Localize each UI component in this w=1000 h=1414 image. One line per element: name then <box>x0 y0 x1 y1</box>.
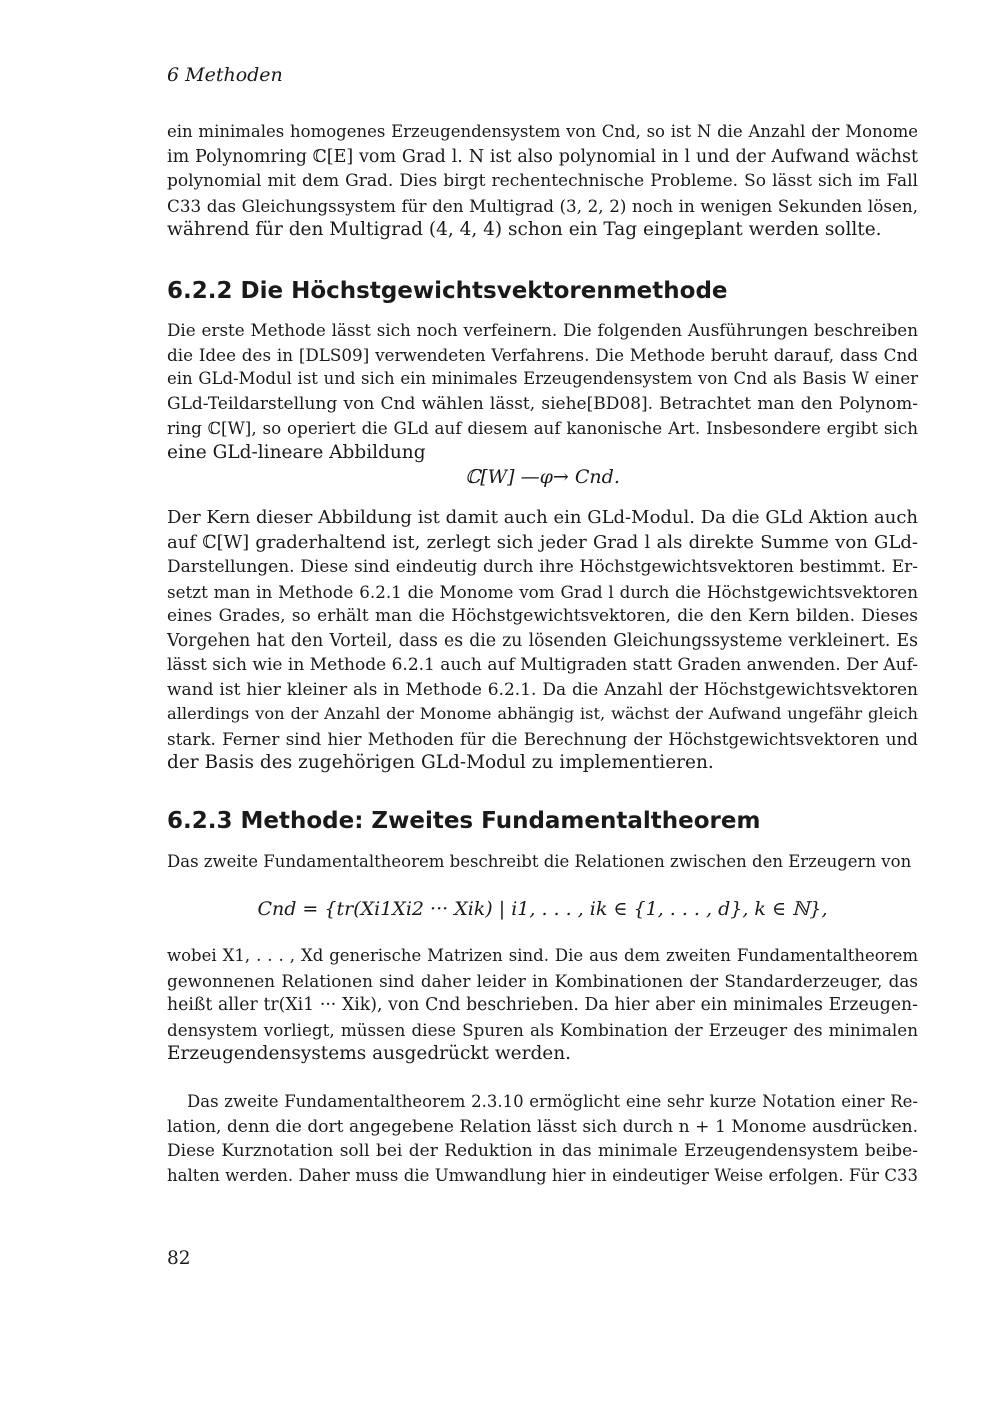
section-number: 6.2.2 <box>167 278 233 304</box>
text-line: lässt sich wie in Methode 6.2.1 auch auf Multigraden statt Graden anwenden. Der Auf- <box>167 655 918 675</box>
text-line: heißt aller tr(Xi1 ··· Xik), von Cnd beschrieben. Da hier aber ein minimales Erzeugen- <box>167 995 918 1015</box>
text-line: densystem vorliegt, müssen diese Spuren als Kombination der Erzeuger des minimalen <box>167 1019 918 1040</box>
text-line: wand ist hier kleiner als in Methode 6.2.1. Da die Anzahl der Höchstgewichtsvektoren <box>167 679 918 700</box>
text-line: halten werden. Daher muss die Umwandlung hier in eindeutiger Weise erfolgen. Für C33 <box>167 1165 918 1185</box>
text-line: ein minimales homogenes Erzeugendensystem von Cnd, so ist N die Anzahl der Monome <box>167 122 918 141</box>
text-line: Das zweite Fundamentaltheorem beschreibt die Relationen zwischen den Erzeugern von <box>167 852 912 871</box>
text-line: allerdings von der Anzahl der Monome abhängig ist, wächst der Aufwand ungefähr gleich <box>167 704 918 723</box>
section-6-2-3-paragraph-2 <box>167 944 918 1067</box>
text-line: Darstellungen. Diese sind eindeutig durch ihre Höchstgewichtsvektoren bestimmt. Er- <box>167 557 918 577</box>
section-6-2-2-paragraph-1 <box>167 318 918 465</box>
text-line: lation, denn die dort angegebene Relation lässt sich durch n + 1 Monome ausdrücken. <box>167 1116 918 1137</box>
text-line: auf ℂ[W] graderhaltend ist, zerlegt sich jeder Grad l als direkte Summe von GLd- <box>167 531 918 553</box>
text-line: die Idee des in [DLS09] verwendeten Verfahrens. Die Methode beruht darauf, dass Cnd <box>167 344 918 365</box>
text-line: Diese Kurznotation soll bei der Reduktion in das minimale Erzeugendensystem beibe- <box>167 1141 918 1161</box>
intro-paragraph <box>167 120 918 243</box>
text-line: wobei X1, . . . , Xd generische Matrizen sind. Die aus dem zweiten Fundamentaltheorem <box>167 946 918 965</box>
section-title: Die Höchstgewichtsvektorenmethode <box>240 278 728 304</box>
section-6-2-2-paragraph-2 <box>167 506 918 776</box>
text-line: Erzeugendensystems ausgedrückt werden. <box>167 1043 572 1064</box>
text-line: Vorgehen hat den Vorteil, dass es die zu lösenden Gleichungssysteme verkleinert. Es <box>167 630 918 651</box>
text-line: im Polynomring ℂ[E] vom Grad l. N ist also polynomial in l und der Aufwand wächst <box>167 146 918 167</box>
section-6-2-3-paragraph-1 <box>167 850 918 875</box>
running-head: 6 Methoden <box>167 64 283 86</box>
text-line: GLd-Teildarstellung von Cnd wählen lässt, siehe[BD08]. Betrachtet man den Polynom- <box>167 393 918 414</box>
section-heading-6-2-2 <box>167 278 728 304</box>
text-line: polynomial mit dem Grad. Dies birgt rechentechnische Probleme. So lässt sich im Fall <box>167 171 918 191</box>
text-line: Die erste Methode lässt sich noch verfeinern. Die folgenden Ausführungen beschreiben <box>167 320 918 340</box>
text-line: C33 das Gleichungssystem für den Multigrad (3, 2, 2) noch in wenigen Sekunden lösen, <box>167 195 918 216</box>
text-line: Das zweite Fundamentaltheorem 2.3.10 ermöglicht eine sehr kurze Notation einer Re- <box>187 1092 918 1111</box>
text-line: der Basis des zugehörigen GLd-Modul zu implementieren. <box>167 752 714 773</box>
text-line: eines Grades, so erhält man die Höchstgewichtsvektoren, die den Kern bilden. Dieses <box>167 606 918 626</box>
section-6-2-3-paragraph-3 <box>167 1090 918 1188</box>
display-formula-phi-map: ℂ[W] —φ→ Cnd. <box>465 466 620 488</box>
text-line: gewonnenen Relationen sind daher leider in Kombinationen der Standarderzeuger, das <box>167 970 918 991</box>
text-line: während für den Multigrad (4, 4, 4) schon ein Tag eingeplant werden sollte. <box>167 219 882 240</box>
text-line: ein GLd-Modul ist und sich ein minimales Erzeugendensystem von Cnd als Basis W einer <box>167 369 918 388</box>
text-line: setzt man in Methode 6.2.1 die Monome vom Grad l durch die Höchstgewichtsvektoren <box>167 581 918 602</box>
text-line: Der Kern dieser Abbildung ist damit auch ein GLd-Modul. Da die GLd Aktion auch <box>167 507 918 528</box>
text-line: stark. Ferner sind hier Methoden für die Berechnung der Höchstgewichtsvektoren und <box>167 728 918 749</box>
text-line: ring ℂ[W], so operiert die GLd auf diesem auf kanonische Art. Insbesondere ergibt sich <box>167 418 918 438</box>
page-number: 82 <box>167 1248 191 1269</box>
document-page <box>167 0 918 1414</box>
text-line: eine GLd-lineare Abbildung <box>167 441 426 463</box>
section-title: Methode: Zweites Fundamentaltheorem <box>240 808 761 834</box>
display-formula-cnd-set: Cnd = {tr(Xi1Xi2 ··· Xik) | i1, . . . , ik ∈ {1, . . . , d}, k ∈ ℕ}, <box>257 898 828 920</box>
section-number: 6.2.3 <box>167 808 233 834</box>
section-heading-6-2-3 <box>167 808 760 834</box>
